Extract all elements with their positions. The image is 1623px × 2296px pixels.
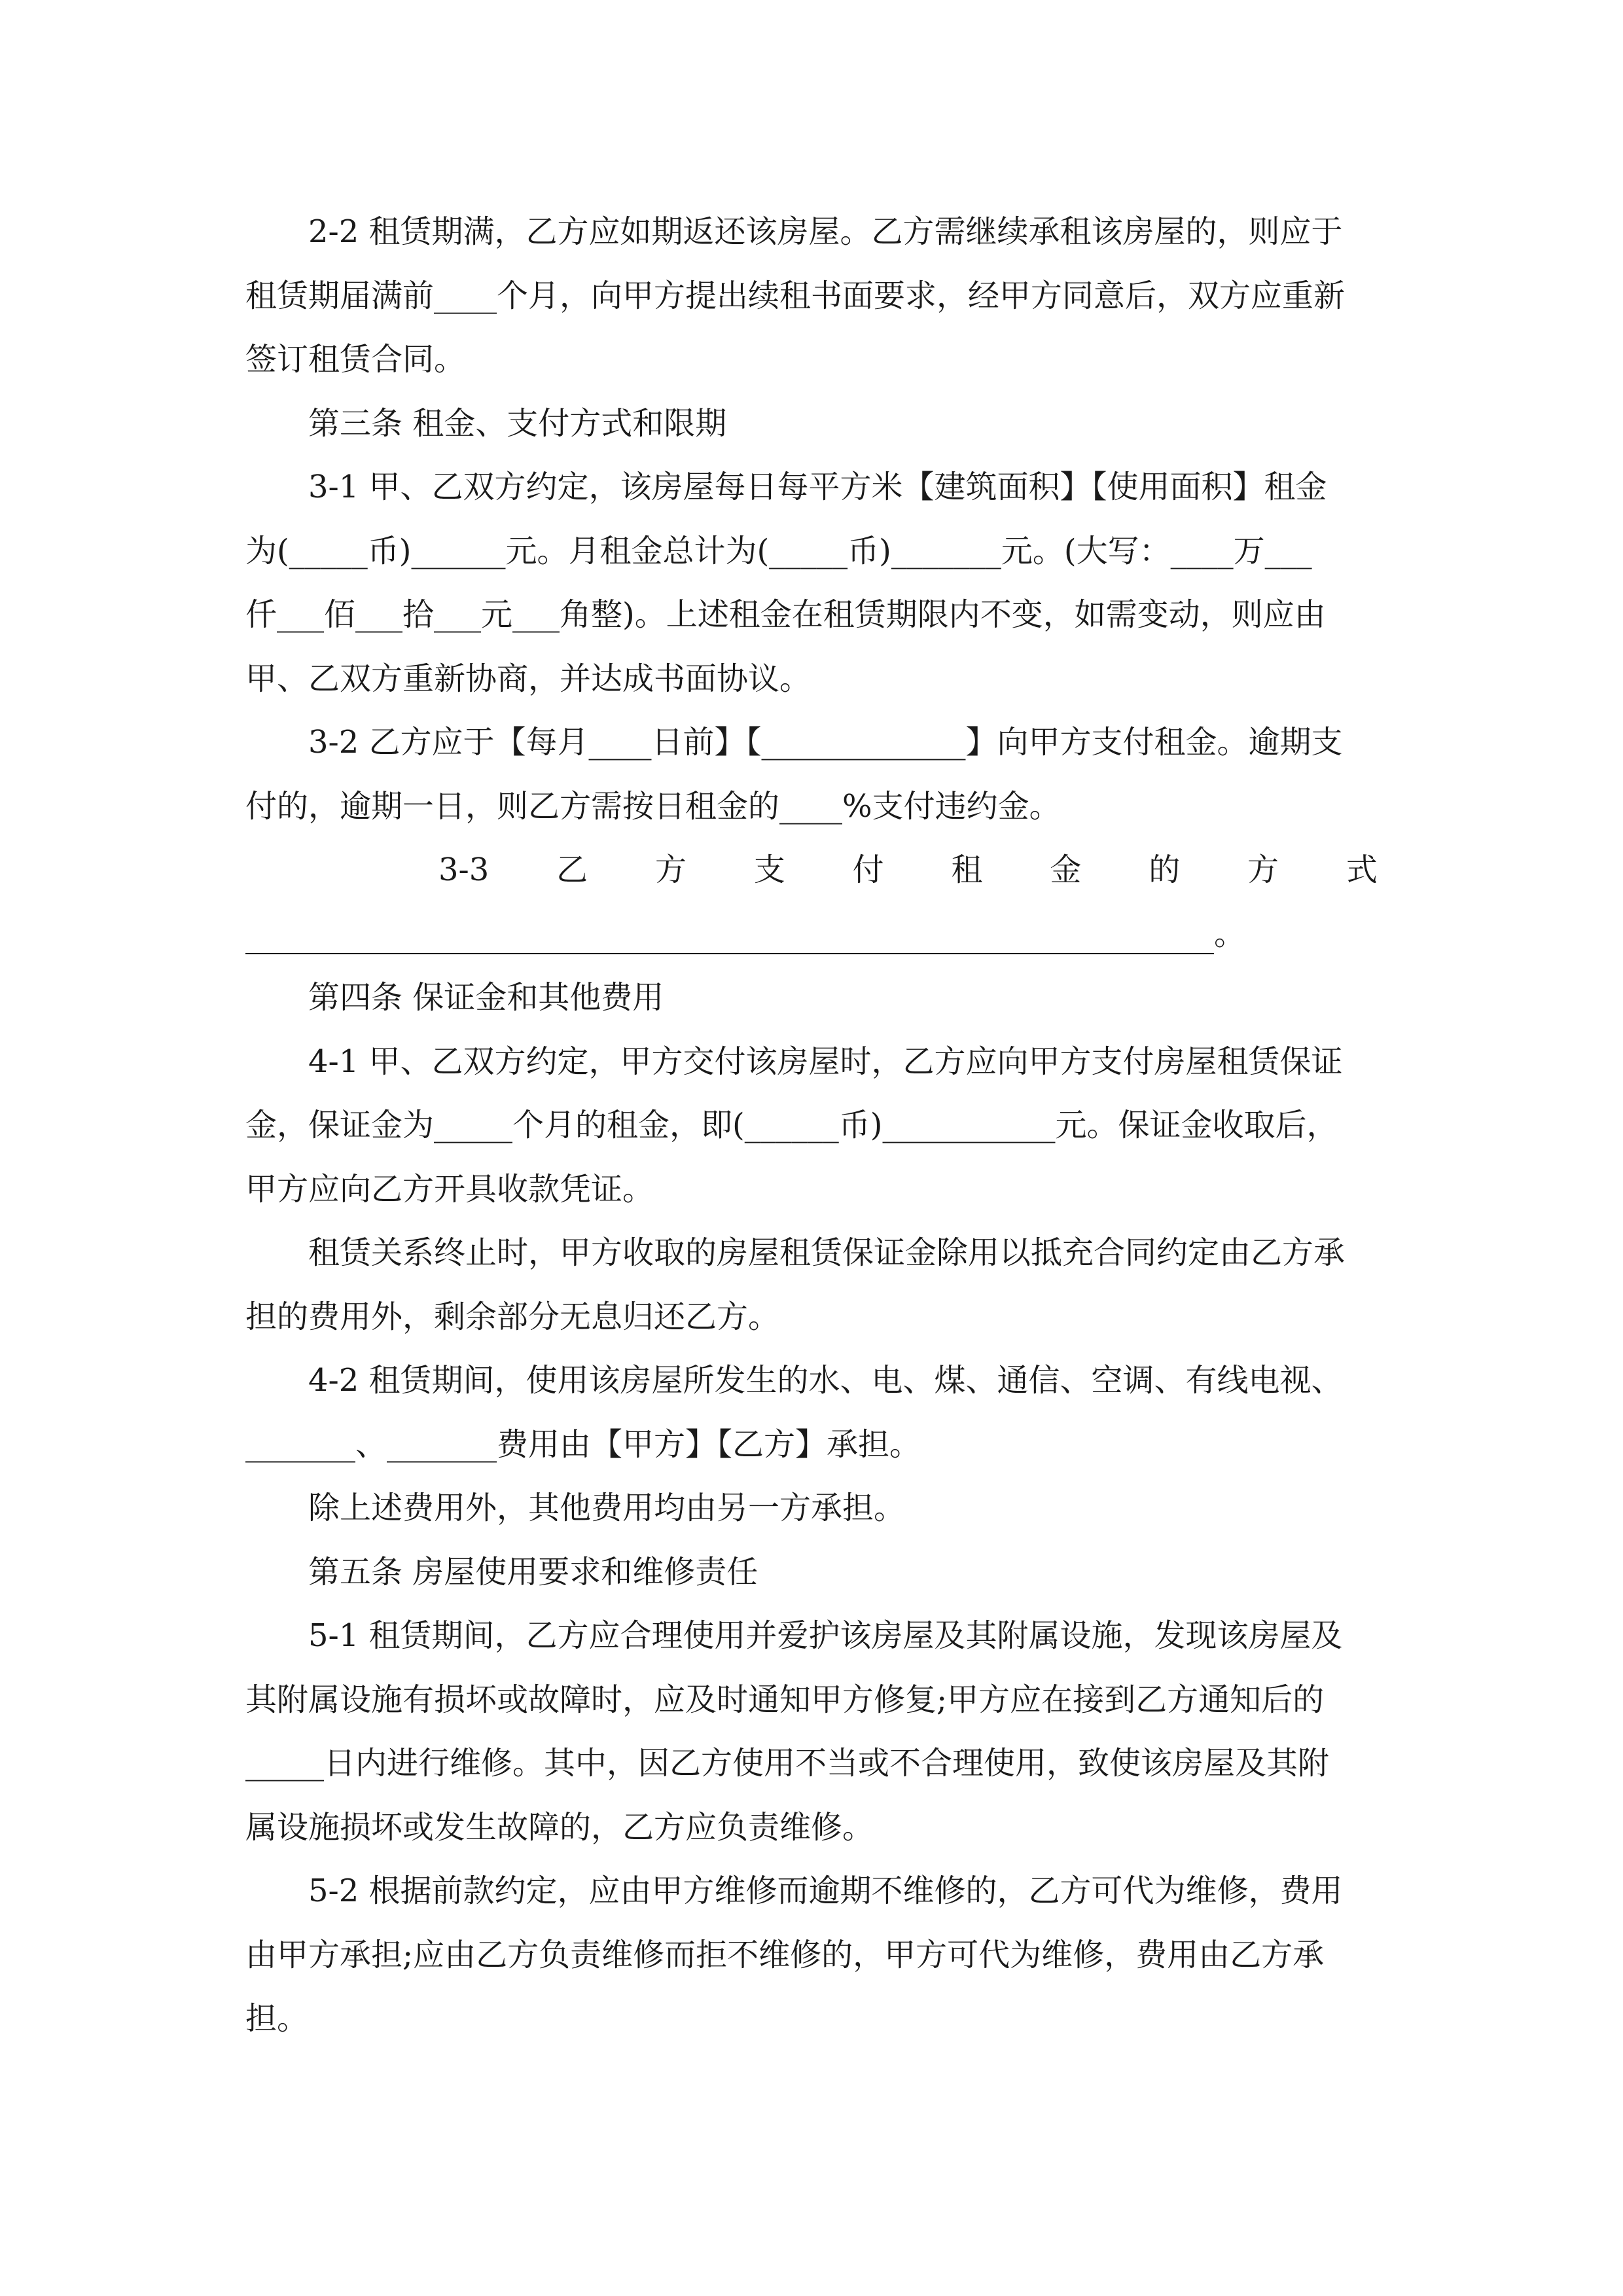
clause-2-2-line-2: 租赁期届满前____个月，向甲方提出续租书面要求，经甲方同意后，双方应重新 [245,277,1346,314]
clause-3-3 [245,838,1378,903]
clause-4-1-deposit-return [245,1221,1378,1349]
clause-4-2-other-fees [245,1477,1378,1541]
clause-3-3-char: 3-3 [438,852,490,888]
clause-3-3-char: 付 [852,852,884,888]
clause-4-2b-line-1: 除上述费用外，其他费用均由另一方承担。 [308,1490,906,1526]
clause-3-2-line-1: 3-2 乙方应于【每月____日前】【_____________】向甲方支付租金。逾期支 [308,724,1343,761]
clause-4-1b-line-2: 担的费用外，剩余部分无息归还乙方。 [245,1298,780,1335]
article-3-heading [245,392,1378,456]
clause-2-2-line-3: 签订租赁合同。 [245,341,466,378]
clause-4-1-line-2: 金，保证金为_____个月的租金，即(______币)___________元。保证金收取后， [245,1107,1338,1143]
document-body [245,200,1378,2051]
clause-3-3-char: 式 [1346,852,1378,888]
article-5-title: 第五条 房屋使用要求和维修责任 [308,1553,758,1590]
clause-5-1-line-2: 其附属设施有损坏或故障时，应及时通知甲方修复;甲方应在接到乙方通知后的 [245,1681,1325,1718]
clause-4-2-line-1: 4-2 租赁期间，使用该房屋所发生的水、电、煤、通信、空调、有线电视、 [308,1362,1343,1399]
clause-3-3-char: 的 [1149,852,1181,888]
clause-4-2-line-2: _______、_______费用由【甲方】【乙方】承担。 [245,1426,921,1463]
clause-3-1-line-3: 仟___佰___拾___元___角整)。上述租金在租赁期限内不变，如需变动，则应由 [245,596,1326,633]
clause-2-2-line-1: 2-2 租赁期满，乙方应如期返还该房屋。乙方需继续承租该房屋的，则应于 [308,213,1343,250]
clause-3-3-char: 租 [951,852,983,888]
clause-5-2 [245,1859,1378,2051]
clause-2-2 [245,200,1378,392]
clause-5-1 [245,1604,1378,1859]
clause-4-1 [245,1030,1378,1222]
clause-5-2-line-3: 担。 [245,2000,309,2037]
clause-3-3-char: 方 [654,852,687,888]
article-4-title: 第四条 保证金和其他费用 [308,979,664,1016]
clause-3-2 [245,711,1378,838]
clause-4-1b-line-1: 租赁关系终止时，甲方收取的房屋租赁保证金除用以抵充合同约定由乙方承 [308,1234,1346,1271]
clause-3-1-line-1: 3-1 甲、乙双方约定，该房屋每日每平方米【建筑面积】【使用面积】租金 [308,469,1327,505]
clause-5-2-line-1: 5-2 根据前款约定，应由甲方维修而逾期不维修的，乙方可代为维修，费用 [308,1873,1343,1909]
clause-3-3-blank-line [245,903,1378,967]
fill-in-blank-rule [245,912,1214,954]
clause-3-1-line-4: 甲、乙双方重新协商，并达成书面协议。 [245,660,812,697]
clause-3-3-char: 方 [1247,852,1279,888]
clause-3-3-end: 。 [1214,915,1246,952]
article-3-title: 第三条 租金、支付方式和限期 [308,404,727,442]
clause-5-1-line-3: _____日内进行维修。其中，因乙方使用不当或不合理使用，致使该房屋及其附 [245,1745,1330,1782]
clause-3-2-line-2: 付的，逾期一日，则乙方需按日租金的____%支付违约金。 [245,787,1061,825]
clause-3-3-char: 支 [753,852,785,888]
clause-5-2-line-2: 由甲方承担;应由乙方负责维修而拒不维修的，甲方可代为维修，费用由乙方承 [245,1936,1325,1973]
clause-5-1-line-1: 5-1 租赁期间，乙方应合理使用并爱护该房屋及其附属设施，发现该房屋及 [308,1617,1343,1654]
clause-3-3-char: 金 [1050,852,1082,888]
clause-4-2 [245,1349,1378,1477]
clause-3-1-line-2: 为(_____币)______元。月租金总计为(_____币)_______元。(大写：____万___ [245,532,1312,569]
article-4-heading [245,966,1378,1030]
clause-3-3-char: 乙 [556,852,588,888]
clause-5-1-line-4: 属设施损坏或发生故障的，乙方应负责维修。 [245,1808,874,1846]
clause-3-1 [245,456,1378,711]
article-5-heading [245,1541,1378,1605]
clause-4-1-line-3: 甲方应向乙方开具收款凭证。 [245,1170,654,1208]
clause-4-1-line-1: 4-1 甲、乙双方约定，甲方交付该房屋时，乙方应向甲方支付房屋租赁保证 [308,1043,1343,1080]
